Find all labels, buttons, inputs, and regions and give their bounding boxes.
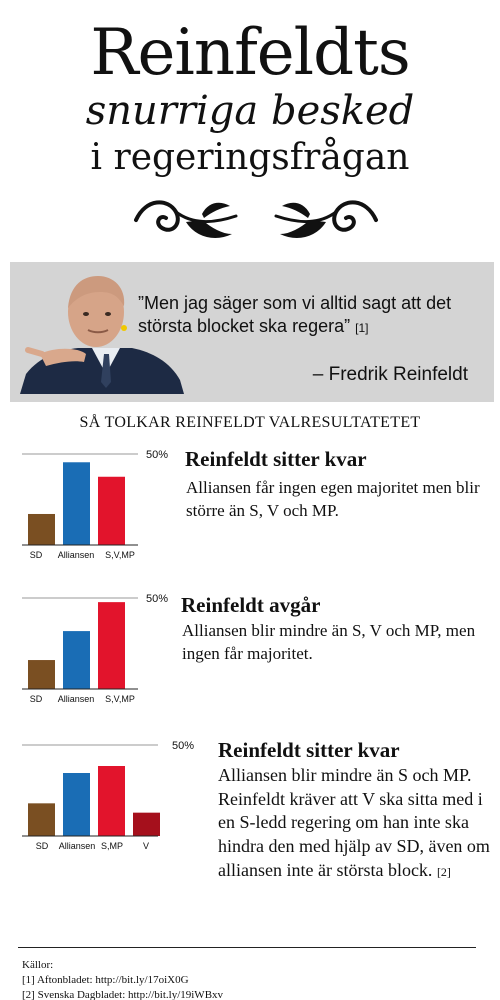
- x-tick-label: S,V,MP: [105, 694, 135, 704]
- reference-line-label: 50%: [146, 449, 169, 461]
- sources-heading: Källor:: [22, 959, 54, 971]
- x-tick-label: S,V,MP: [105, 550, 135, 560]
- scenario-1-title: Reinfeldt sitter kvar: [185, 447, 367, 471]
- page-subtitle-script: snurriga besked: [85, 88, 415, 134]
- source-item-2: [2] Svenska Dagbladet: http://bit.ly/19iWBxv: [22, 989, 224, 1000]
- scenario-3-reference: [2]: [436, 864, 451, 879]
- reference-line-label: 50%: [172, 740, 195, 752]
- bar-v: [133, 813, 160, 836]
- sources-list: [22, 958, 223, 1000]
- x-tick-label: Alliansen: [57, 550, 95, 560]
- quote-reference: [1]: [355, 321, 369, 335]
- x-tick-label: S,MP: [100, 841, 124, 851]
- bar-sd: [28, 803, 55, 836]
- scenario-2-title: Reinfeldt avgår: [181, 593, 321, 617]
- quote-author: – Fredrik Reinfeldt: [312, 364, 468, 385]
- scenario-1-body: Alliansen får ingen egen majoritet men blir större än S, V och MP.: [186, 478, 480, 520]
- scenario-3-bar-chart: [20, 733, 200, 855]
- quote-text: [138, 292, 488, 340]
- scenario-1-bar-chart: [20, 442, 180, 564]
- scenario-3-title: Reinfeldt sitter kvar: [218, 738, 400, 762]
- scenario-3-text: [218, 764, 496, 885]
- bar-sd: [28, 514, 55, 545]
- x-tick-label: V: [142, 841, 150, 851]
- bar-s-v-mp: [98, 477, 125, 545]
- source-item-1: [1] Aftonbladet: http://bit.ly/17oiX0G: [22, 974, 189, 986]
- bar-alliansen: [63, 631, 90, 689]
- sources-divider: [18, 947, 476, 948]
- reference-line-label: 50%: [146, 593, 169, 605]
- quote-box: [10, 262, 494, 402]
- scenario-1-text: [186, 476, 486, 522]
- x-tick-label: SD: [29, 694, 43, 704]
- quote-body: ”Men jag säger som vi alltid sagt att det största blocket ska regera”: [138, 293, 452, 336]
- section-heading: SÅ TOLKAR REINFELDT VALRESULTATETET: [79, 414, 421, 431]
- bar-sd: [28, 660, 55, 689]
- x-tick-label: SD: [29, 550, 43, 560]
- scenario-2-text: [182, 619, 482, 665]
- x-tick-label: Alliansen: [58, 841, 96, 851]
- x-tick-label: SD: [35, 841, 49, 851]
- left-flourish-ornament-icon: [132, 194, 240, 246]
- scenario-2-body: Alliansen blir mindre än S, V och MP, men ingen får majoritet.: [182, 621, 476, 663]
- right-flourish-ornament-icon: [272, 194, 380, 246]
- bar-s-v-mp: [98, 602, 125, 689]
- page-title: Reinfeldts: [90, 16, 410, 90]
- bar-s-mp: [98, 766, 125, 836]
- scenario-2-bar-chart: [20, 586, 180, 708]
- scenario-3-body: Alliansen blir mindre än S och MP. Reinfeldt kräver att V ska sitta med i en S-ledd regering om han inte ska hindra den med hjälp av SD, även om alliansen inte är största block.: [218, 765, 490, 880]
- page-subtitle: i regeringsfrågan: [90, 137, 410, 178]
- bar-alliansen: [63, 462, 90, 545]
- x-tick-label: Alliansen: [57, 694, 95, 704]
- bar-alliansen: [63, 773, 90, 836]
